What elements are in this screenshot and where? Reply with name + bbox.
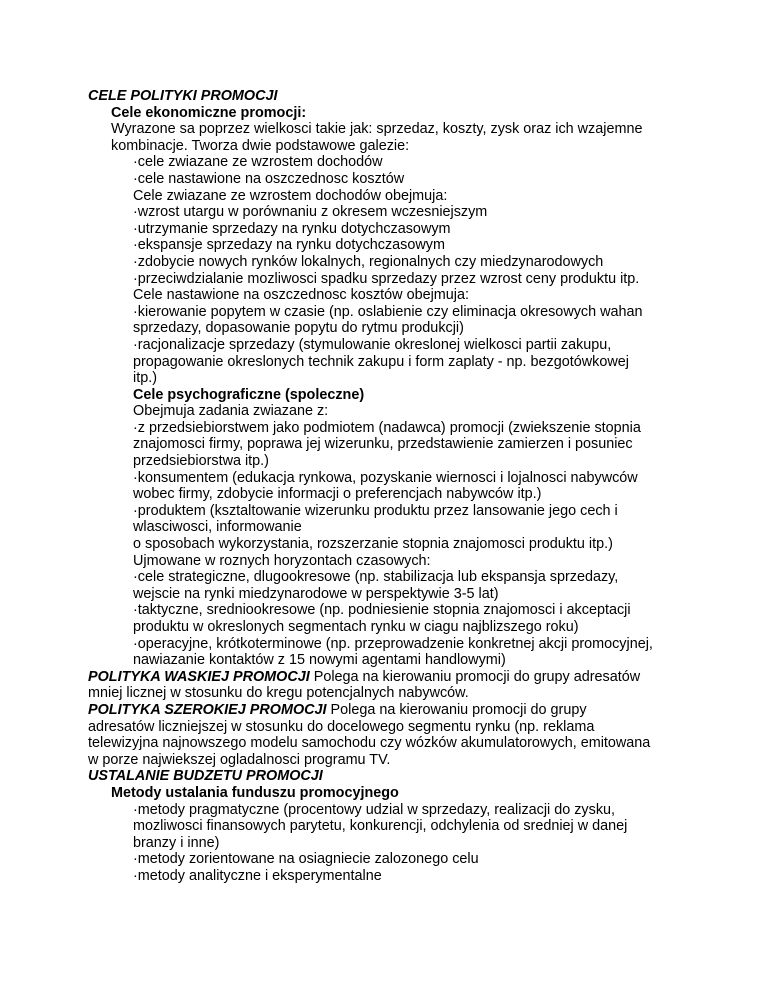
list-item: ·zdobycie nowych rynków lokalnych, regionalnych czy miedzynarodowych <box>133 253 604 270</box>
paragraph-line: Wyrazone sa poprzez wielkosci takie jak: sprzedaz, koszty, zysk oraz ich wzajemne <box>111 121 643 138</box>
list-item-continued: propagowanie okreslonych technik zakupu i form zaplaty - np. bezgotówkowej <box>133 353 629 370</box>
list-item: ·przeciwdzialanie mozliwosci spadku sprzedazy przez wzrost ceny produktu itp. <box>133 270 640 287</box>
list-item: ·cele zwiazane ze wzrostem dochodów <box>133 154 383 171</box>
paragraph-line: adresatów liczniejszej w stosunku do docelowego segmentu rynku (np. reklama <box>88 718 595 735</box>
list-item: ·metody pragmatyczne (procentowy udzial w sprzedazy, realizacji do zysku, <box>133 801 616 818</box>
list-item: ·racjonalizacje sprzedazy (stymulowanie okreslonej wielkosci partii zakupu, <box>133 336 612 353</box>
paragraph-line: Ujmowane w roznych horyzontach czasowych: <box>133 552 431 569</box>
list-item: ·wzrost utargu w porównaniu z okresem wczesniejszym <box>133 204 488 221</box>
list-item-continued: branzy i inne) <box>133 834 220 851</box>
subheading: Cele psychograficzne (spoleczne) <box>133 386 365 403</box>
list-item-continued: mozliwosci finansowych parytetu, konkurencji, odchylenia od sredniej w danej <box>133 818 628 835</box>
list-item-continued: produktu w okreslonych segmentach rynku w ciagu najblizszego roku) <box>133 619 579 635</box>
list-item: ·metody zorientowane na osiagniecie zalozonego celu <box>133 851 479 868</box>
paragraph-text: Polega na kierowaniu promocji do grupy adresatów <box>309 668 641 685</box>
section-heading: CELE POLITYKI PROMOCJI <box>88 88 278 104</box>
list-item-continued: wlasciwosci, informowanie <box>133 519 302 536</box>
list-item: ·taktyczne, sredniookresowe (np. podniesienie stopnia znajomosci i akceptacji <box>133 602 631 619</box>
list-item: ·z przedsiebiorstwem jako podmiotem (nadawca) promocji (zwiekszenie stopnia <box>133 419 641 436</box>
subheading: Metody ustalania funduszu promocyjnego <box>111 784 399 801</box>
list-item-continued: wejscie na rynki miedzynarodowe w perspektywie 3-5 lat) <box>133 585 499 602</box>
section-heading: USTALANIE BUDZETU PROMOCJI <box>88 768 323 785</box>
list-item: ·cele nastawione na oszczednosc kosztów <box>133 170 405 187</box>
paragraph-line <box>88 702 678 719</box>
list-item-continued: o sposobach wykorzystania, rozszerzanie stopnia znajomosci produktu itp.) <box>133 536 613 553</box>
list-item: ·operacyjne, krótkoterminowe (np. przeprowadzenie konkretnej akcji promocyjnej, <box>133 635 653 652</box>
paragraph-line: mniej licznej w stosunku do kregu potencjalnych nabywców. <box>88 685 469 702</box>
list-item: ·ekspansje sprzedazy na rynku dotychczasowym <box>133 237 445 254</box>
list-item-continued: sprzedazy, dopasowanie popytu do rytmu produkcji) <box>133 320 464 337</box>
section-heading-inline: POLITYKA WASKIEJ PROMOCJI <box>88 668 310 685</box>
paragraph-line: telewizyjna najnowszego modelu samochodu czy wózków akumulatorowych, emitowana <box>88 735 651 752</box>
paragraph-line: Obejmuja zadania zwiazane z: <box>133 403 329 420</box>
list-item: ·metody analityczne i eksperymentalne <box>133 867 382 884</box>
paragraph-text: Polega na kierowaniu promocji do grupy <box>326 701 587 718</box>
section-heading-inline: POLITYKA SZEROKIEJ PROMOCJI <box>88 701 327 718</box>
paragraph-line: kombinacje. Tworza dwie podstawowe galezie: <box>111 137 410 154</box>
list-item-continued: znajomosci firmy, poprawa jej wizerunku, przedstawienie zamierzen i posuniec <box>133 436 633 453</box>
list-item: ·utrzymanie sprzedazy na rynku dotychczasowym <box>133 220 451 237</box>
list-item-continued: wobec firmy, zdobycie informacji o preferencjach nabywców itp.) <box>133 486 542 503</box>
subheading: Cele ekonomiczne promocji: <box>111 104 307 121</box>
paragraph-line: w porze najwiekszej ogladalnosci programu TV. <box>88 751 391 768</box>
paragraph-line: Cele zwiazane ze wzrostem dochodów obejmuja: <box>133 187 448 204</box>
paragraph-line <box>88 669 678 686</box>
list-item: ·konsumentem (edukacja rynkowa, pozyskanie wiernosci i lojalnosci nabywców <box>133 469 638 486</box>
list-item-continued: przedsiebiorstwa itp.) <box>133 453 269 470</box>
list-item: ·cele strategiczne, dlugookresowe (np. stabilizacja lub ekspansja sprzedazy, <box>133 569 619 586</box>
list-item-continued: itp.) <box>133 370 157 387</box>
list-item-continued: nawiazanie kontaktów z 15 nowymi agentami handlowymi) <box>133 652 506 669</box>
list-item: ·kierowanie popytem w czasie (np. oslabienie czy eliminacja okresowych wahan <box>133 303 643 320</box>
list-item: ·produktem (ksztaltowanie wizerunku produktu przez lansowanie jego cech i <box>133 502 618 519</box>
paragraph-line: Cele nastawione na oszczednosc kosztów obejmuja: <box>133 287 469 304</box>
document-body <box>88 88 678 885</box>
